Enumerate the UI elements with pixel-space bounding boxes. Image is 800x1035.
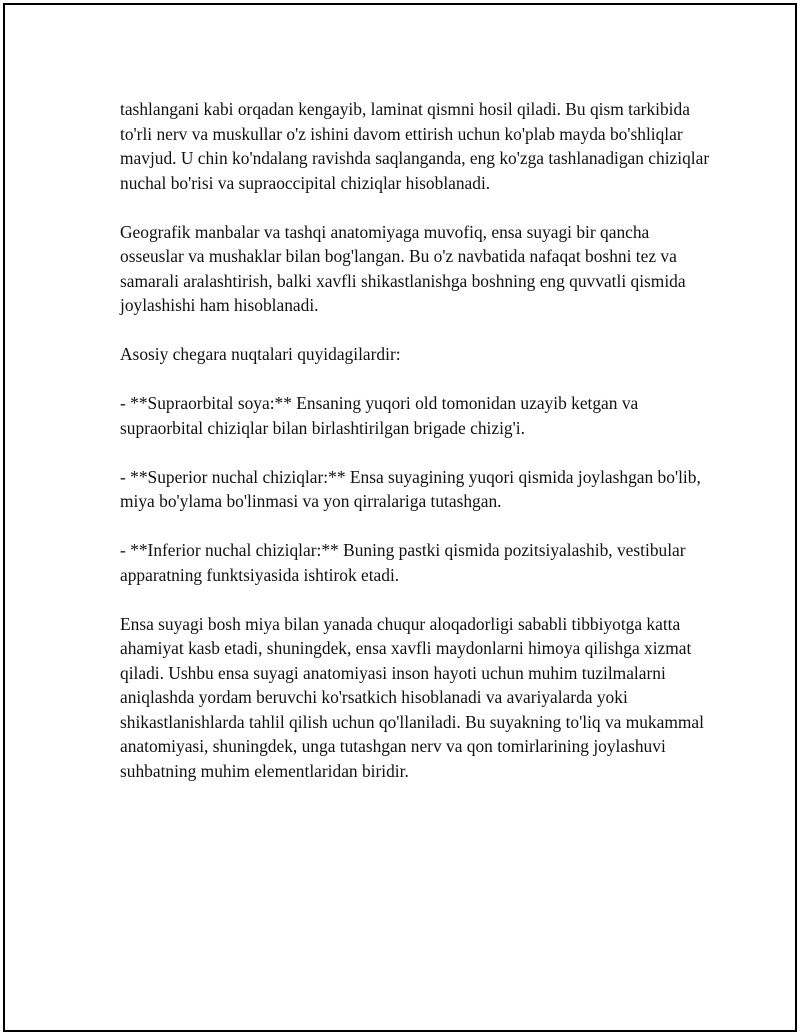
paragraph-laminat: tashlangani kabi orqadan kengayib, laminat qismni hosil qiladi. Bu qism tarkibida to'rli nerv va muskullar o'z ishini davom ettirish uchun ko'plab mayda bo'shliqlar mavjud. U chin ko'ndalang ravishda saqlanganda, eng ko'zga tashlanadigan chiziqlar nuchal bo'risi va supraoccipital chiziqlar hisoblanadi. (120, 99, 710, 193)
document-body (120, 97, 710, 808)
page-frame (3, 3, 797, 1032)
paragraph-chegara-intro: Asosiy chegara nuqtalari quyidagilardir: (120, 344, 401, 364)
paragraph-conclusion: Ensa suyagi bosh miya bilan yanada chuqur aloqadorligi sababli tibbiyotga katta ahamiyat kasb etadi, shuningdek, ensa xavfli maydonlarni himoya qilishga xizmat qiladi. Ushbu ensa suyagi anatomiyasi inson hayoti uchun muhim tuzilmalarni aniqlashda yordam beruvchi ko'rsatkich hisoblanadi va avariyalarda yoki shikastlanishlarda tahlil qilish uchun qo'llaniladi. Bu suyakning to'liq va mukammal anatomiyasi, shuningdek, unga tutashgan nerv va qon tomirlarining joylashuvi suhbatning muhim elementlaridan biridir. (120, 613, 704, 781)
list-item-inferior-nuchal: - **Inferior nuchal chiziqlar:** Buning pastki qismida pozitsiyalashib, vestibular apparatning funktsiyasida ishtirok etadi. (120, 540, 686, 585)
paragraph-geografik: Geografik manbalar va tashqi anatomiyaga muvofiq, ensa suyagi bir qancha osseuslar va mushaklar bilan bog'langan. Bu o'z navbatida nafaqat boshni tez va samarali aralashtirish, balki xavfli shikastlanishga boshning eng quvvatli qismida joylashishi ham hisoblanadi. (120, 221, 686, 315)
list-item-supraorbital: - **Supraorbital soya:** Ensaning yuqori old tomonidan uzayib ketgan va supraorbital chiziqlar bilan birlashtirilgan brigade chizig'i. (120, 393, 639, 438)
list-item-superior-nuchal: - **Superior nuchal chiziqlar:** Ensa suyagining yuqori qismida joylashgan bo'lib, miya bo'ylama bo'linmasi va yon qirralariga tutashgan. (120, 466, 701, 511)
